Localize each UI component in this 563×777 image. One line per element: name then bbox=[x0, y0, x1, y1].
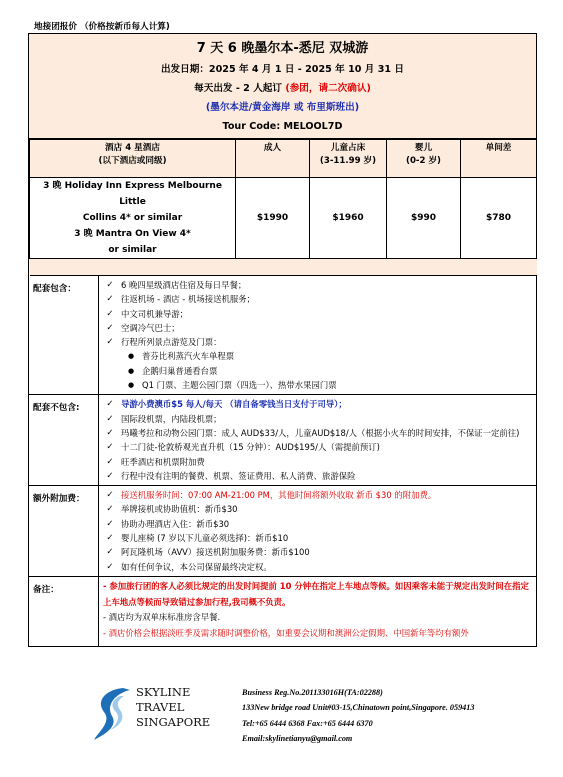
notes-section bbox=[29, 576, 536, 646]
check-icon: ✓ bbox=[106, 413, 114, 424]
list-item: ✓ 阿瓦隆机场（AVV）接送机附加服务费：新币$100 bbox=[99, 545, 536, 559]
included-section bbox=[29, 276, 536, 394]
title-block bbox=[29, 34, 536, 139]
excluded-section bbox=[29, 394, 536, 485]
header-infant: 婴儿 (0-2 岁) bbox=[387, 140, 461, 178]
table-row bbox=[30, 178, 537, 259]
bullet-icon: ● bbox=[128, 381, 135, 390]
excluded-label: 配套不包含: bbox=[29, 395, 99, 485]
check-icon: ✓ bbox=[106, 504, 114, 515]
list-item: ✓ 往返机场 - 酒店 - 机场接送机服务； bbox=[99, 292, 536, 306]
list-item: ✓ 6 晚四星级酒店住宿及每日早餐； bbox=[99, 278, 536, 292]
business-info bbox=[242, 685, 474, 747]
hotel-cell: 3 晚 Holiday Inn Express Melbourne Little Collins 4* or similar 3 晚 Mantra On View 4* or similar bbox=[30, 178, 236, 259]
address: 133New bridge road Unit#03-15,Chinatown point,Singapore. 059413 bbox=[242, 703, 475, 713]
notes-body bbox=[99, 577, 536, 646]
check-icon: ✓ bbox=[106, 470, 114, 481]
brand-name: SKYLINE TRAVEL SINGAPORE bbox=[136, 685, 211, 729]
list-item: ✓ 行程中没有注明的餐费、机票、签证费用、私人消费、旅游保险 bbox=[99, 469, 536, 483]
price-table-header bbox=[30, 140, 537, 178]
check-icon: ✓ bbox=[106, 490, 114, 501]
itinerary-frame bbox=[28, 33, 537, 647]
check-icon: ✓ bbox=[106, 280, 114, 290]
extra-label: 额外附加费： bbox=[29, 486, 99, 576]
business-reg: Business Reg.No.201133016H(TA:02288) bbox=[242, 688, 383, 697]
list-item: ✓ 空调冷气巴士； bbox=[99, 321, 536, 335]
list-item: ✓ 协助办理酒店入住：新币$30 bbox=[99, 517, 536, 531]
list-item: ✓ 导游小费澳币$5 每人/每天 （请自备零钱当日支付于司导）； bbox=[99, 397, 536, 411]
skyline-logo-icon bbox=[90, 684, 136, 744]
check-icon: ✓ bbox=[106, 294, 114, 305]
price-adult: $1990 bbox=[236, 178, 310, 259]
notes-label: 备注： bbox=[29, 577, 99, 646]
list-item: ✓ 玛曦考拉和动物公园门票：成人 AUD$33/人，儿童AUD$18/人（根据小火车的时间安排，不保证一定前往) bbox=[99, 426, 536, 440]
list-item: ✓ 举牌接机或协助值机：新币$30 bbox=[99, 502, 536, 516]
company-footer bbox=[90, 684, 490, 744]
bullet-icon: ● bbox=[128, 352, 135, 361]
list-item: ✓ 行程所列景点游览及门票： bbox=[99, 335, 536, 349]
daily-departure bbox=[29, 79, 536, 98]
included-list bbox=[99, 276, 536, 394]
price-infant: $990 bbox=[387, 178, 461, 259]
header-child: 儿童占床 (3-11.99 岁) bbox=[310, 140, 387, 178]
excluded-list bbox=[99, 395, 536, 485]
price-single: $780 bbox=[461, 178, 537, 259]
list-item: ✓ 如有任何争议，本公司保留最终决定权。 bbox=[99, 560, 536, 574]
sub-item: ● 普芬比利蒸汽火车单程票 bbox=[99, 349, 536, 363]
daily-prefix: 每天出发 - 2 人起订 bbox=[194, 83, 286, 94]
note-line: - 参加旅行团的客人必须比规定的出发时间提前 10 分钟在指定上车地点等候。如因乘客未能于规定出发时间在指定上车地点等候而导致错过参加行程,我司概不负责。 bbox=[103, 580, 529, 607]
extra-section bbox=[29, 485, 536, 576]
table-spacer bbox=[30, 259, 537, 276]
note-line: - 酒店价格会根据淡旺季及需求随时调整价格，如重要会议期和澳洲公定假期、中国新年等均有额外 bbox=[103, 628, 469, 639]
sub-item: ● Q1 门票、主题公园门票（四选一）、热带水果园门票 bbox=[99, 378, 536, 392]
tel-fax: Tel:+65 6444 6368 Fax:+65 6444 6370 bbox=[242, 718, 373, 728]
departure-dates: 出发日期：2025 年 4 月 1 日 - 2025 年 10 月 31 日 bbox=[160, 64, 405, 75]
note-line: - 酒店均为双单床标准房含早餐. bbox=[103, 612, 221, 623]
email: Email:skylinetianyu@gmail.com bbox=[242, 734, 353, 744]
check-icon: ✓ bbox=[106, 533, 114, 544]
check-icon: ✓ bbox=[106, 518, 114, 529]
check-icon: ✓ bbox=[106, 547, 114, 558]
sub-item: ● 企鹅归巢普通看台票 bbox=[99, 364, 536, 378]
list-item: ✓ 中文司机兼导游； bbox=[99, 307, 536, 321]
included-label: 配套包含： bbox=[29, 276, 99, 394]
check-icon: ✓ bbox=[106, 427, 114, 438]
check-icon: ✓ bbox=[106, 337, 114, 348]
confirm-note: (参团，请二次确认) bbox=[285, 83, 371, 94]
header-single: 单间差 bbox=[461, 140, 537, 178]
check-icon: ✓ bbox=[106, 456, 114, 467]
check-icon: ✓ bbox=[106, 561, 114, 572]
bullet-icon: ● bbox=[128, 366, 135, 375]
tour-code: Tour Code: MELOOL7D bbox=[222, 121, 343, 132]
price-child: $1960 bbox=[310, 178, 387, 259]
list-item: ✓ 十二门徒-伦敦桥观光直升机（15 分钟）：AUD$195/人（需提前预订) bbox=[99, 440, 536, 454]
route-note: (墨尔本进/黄金海岸 或 布里斯班出) bbox=[205, 102, 360, 113]
list-item: ✓ 国际段机票，内陆段机票； bbox=[99, 412, 536, 426]
page-header: 地接团报价 （价格按新币每人计算) bbox=[34, 22, 170, 32]
check-icon: ✓ bbox=[106, 308, 114, 319]
list-item: ✓ 接送机服务时间：07:00 AM-21:00 PM，其他时间将额外收取 新币 $30 的附加费。 bbox=[99, 488, 536, 502]
header-hotel: 酒店 4 星酒店 (以下酒店或同级) bbox=[30, 140, 236, 178]
check-icon: ✓ bbox=[106, 442, 114, 453]
tour-title: 7 天 6 晚墨尔本-悉尼 双城游 bbox=[196, 41, 369, 56]
price-table bbox=[29, 139, 537, 276]
list-item: ✓ 婴儿座椅 (7 岁以下儿童必须选择)：新币$10 bbox=[99, 531, 536, 545]
check-icon: ✓ bbox=[106, 399, 114, 410]
check-icon: ✓ bbox=[106, 322, 114, 333]
list-item: ✓ 旺季酒店和机票附加费 bbox=[99, 455, 536, 469]
header-adult: 成人 bbox=[236, 140, 310, 178]
extra-list bbox=[99, 486, 536, 576]
